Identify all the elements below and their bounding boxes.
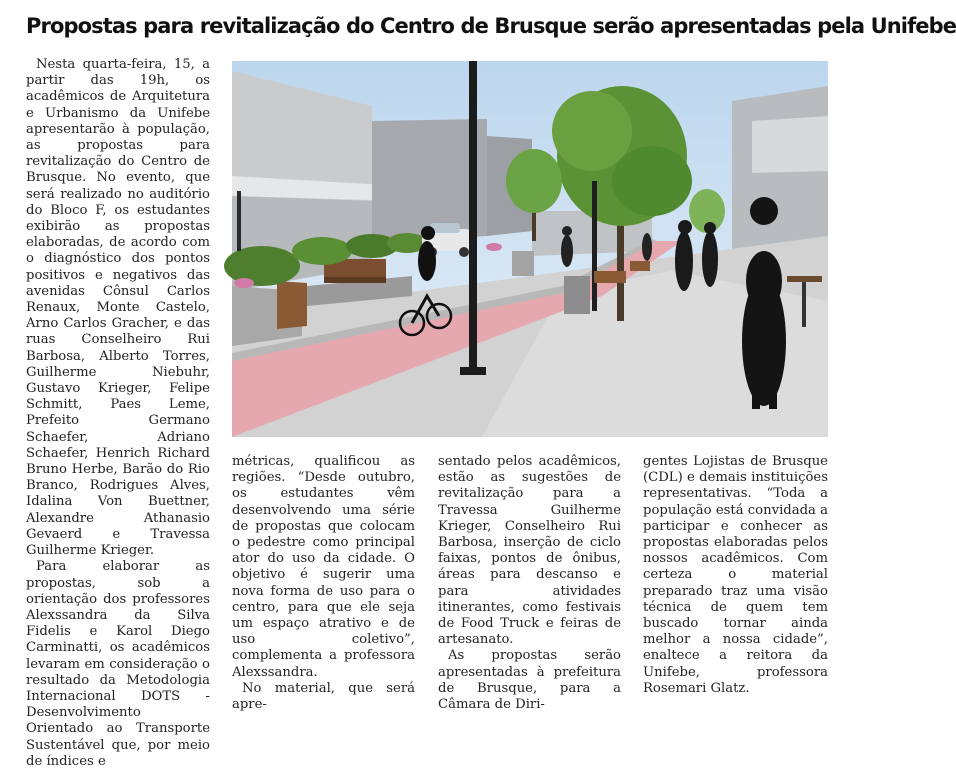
article-column-3 bbox=[438, 454, 621, 713]
article-column-2 bbox=[232, 454, 415, 713]
paragraph: gentes Lojistas de Brusque (CDL) e demais instituições representativas. “Toda a população está convidada a participar e conhecer as propostas elaboradas pelos nossos acadêmicos. Com certeza o material preparado traz uma visão técnica de quem tem buscado tornar ainda melhor a nossa cidade”, enaltece a reitora da Unifebe, professora Rosemari Glatz. bbox=[643, 454, 828, 696]
street-render-illustration bbox=[232, 61, 828, 437]
paragraph: métricas, qualificou as regiões. “Desde outubro, os estudantes vêm desenvolvendo uma série de propostas que colocam o pedestre como principal ator do uso da cidade. O objetivo é sugerir uma nova forma de uso para o centro, para que ele seja um espaço atrativo e de uso coletivo”, complementa a professora Alexssandra. bbox=[232, 454, 415, 680]
article-column-4 bbox=[643, 454, 828, 696]
paragraph: No material, que será apre- bbox=[232, 680, 415, 713]
paragraph: sentado pelos acadêmicos, estão as sugestões de revitalização para a Travessa Guilherme Krieger, Conselheiro Rui Barbosa, inserção de ciclo faixas, pontos de ônibus, áreas para descanso e para atividades itinerantes, como festivais de Food Truck e feiras de artesanato. bbox=[438, 454, 621, 648]
paragraph: Para elaborar as propostas, sob a orientação dos professores Alexssandra da Silva Fidelis e Karol Diego Carminatti, os acadêmicos levaram em consideração o resultado da Metodologia Internacional DOTS - Desenvolvimento Orientado ao Transporte Sustentável que, por meio de índices e bbox=[26, 559, 210, 769]
article-column-1 bbox=[26, 57, 210, 769]
headline: Propostas para revitalização do Centro de Brusque serão apresentadas pela Unifebe bbox=[26, 14, 956, 38]
street-render-photo bbox=[232, 61, 828, 437]
paragraph: As propostas serão apresentadas à prefeitura de Brusque, para a Câmara de Diri- bbox=[438, 648, 621, 713]
paragraph: Nesta quarta-feira, 15, a partir das 19h, os acadêmicos de Arquitetura e Urbanismo da Unifebe apresentarão à população, as propostas para revitalização do Centro de Brusque. No evento, que será realizado no auditório do Bloco F, os estudantes exibirão as propostas elaboradas, de acordo com o diagnóstico dos pontos positivos e negativos das avenidas Cônsul Carlos Renaux, Monte Castelo, Arno Carlos Gracher, e das ruas Conselheiro Rui Barbosa, Alberto Torres, Guilherme Niebuhr, Gustavo Krieger, Felipe Schmitt, Paes Leme, Prefeito Germano Schaefer, Adriano Schaefer, Henrich Richard Bruno Herbe, Barão do Rio Branco, Rodrigues Alves, Idalina Von Buettner, Alexandre Athanasio Gevaerd e Travessa Guilherme Krieger. bbox=[26, 57, 210, 559]
